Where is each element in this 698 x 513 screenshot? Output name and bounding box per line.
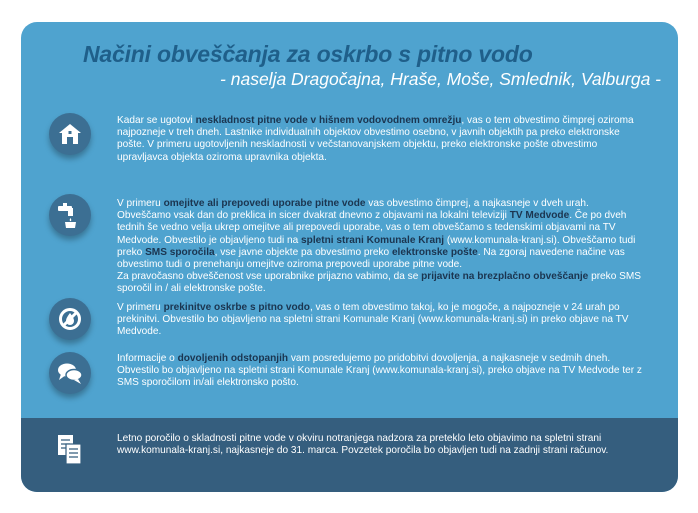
section-omejitev-uporabe (117, 198, 645, 296)
s3-text-2: , vas o tem obvestimo takoj, ko je mogoče, a najpozneje v 24 urah po prekinitvi. Obvestilo bo objavljeno na spletni strani Komunale Kranj (www.komunala-kranj.si) in preko objave na TV Medvode. (117, 302, 629, 338)
s4-text-2: vam posredujemo po pridobitvi dovoljenja, a najkasneje v sedmih dneh. Obvestilo bo objavljeno na spletni strani Komunale Kranj (www.komunala-kranj.si), preko objave na TV Medvode ter z SMS sporočilom in/ali elektronsko pošto. (117, 353, 642, 389)
speech-bubbles-icon (49, 352, 91, 394)
s2-bold-6: prijavite na brezplačno obveščanje (421, 271, 589, 283)
s4-text-1: Informacije o (117, 353, 178, 364)
footer-band (21, 418, 678, 492)
s2-bold-5: elektronske pošte (391, 246, 478, 258)
s2-bold-3: spletni strani Komunale Kranj (301, 234, 445, 246)
s2-text-2: vas obvestimo čimprej, a najkasneje v dveh urah. Obveščamo vsak dan do preklica in sicer dvakrat dnevno z objavami na lokalni televiziji (117, 198, 589, 222)
s2-text-8: preko SMS sporočil in / ali elektronske pošte. (117, 271, 642, 295)
faucet-icon (49, 194, 91, 236)
info-card (21, 22, 678, 492)
s2-text-3: . Če po dveh tednih še vedno velja ukrep omejitve ali prepovedi uporabe, vas o tem obveščamo s tedenskimi objavami na TV Medvode. Obvestilo je objavljeno tudi na (117, 210, 627, 246)
s2-bold-2: TV Medvode (509, 210, 570, 222)
s2-text-5: , vse javne objekte pa obvestimo preko (214, 246, 392, 258)
s3-bold-1: prekinitve oskrbe s pitno vodo (163, 302, 310, 313)
section-hisno-omrezje (117, 115, 645, 164)
s1-bold-1: neskladnost pitne vode v hišnem vodovodnem omrežju (195, 115, 462, 126)
s3-text-1: V primeru (117, 302, 164, 313)
s1-text-1: Kadar se ugotovi (117, 115, 196, 126)
page-title: Načini obveščanja za oskrbo s pitno vodo (83, 41, 533, 67)
s2-text-4: (www.komunala-kranj.si). Obveščamo tudi preko (117, 234, 636, 258)
s2-bold-1: omejitve ali prepovedi uporabe pitne vode (163, 198, 366, 209)
water-drop-crossed-icon (49, 298, 91, 340)
s2-text-1: V primeru (117, 198, 164, 209)
s1-text-2: , vas o tem obvestimo čimprej oziroma najpozneje v treh dneh. Lastnike individualnih objektov obvestimo osebno, v javnih objektih pa preko elektronske pošte. V primeru ugotovljenih neskladnosti v večstanovanjskem objektu, preko elektronske pošte obvestimo upravljavca objekta oziroma upravnika objekta. (117, 115, 634, 163)
section-prekinitev-oskrbe (117, 302, 645, 339)
house-icon (49, 113, 91, 155)
footer-text: Letno poročilo o skladnosti pitne vode v okviru notranjega nadzora za preteklo leto objavimo na spletni strani www.komunala-kranj.si, najkasneje do 31. marca. Povzetek poročila bo objavljen tudi na zadnji strani računov. (117, 433, 609, 457)
s2-text-6: . Na zgoraj navedene načine vas obvestimo tudi o prenehanju omejitve oziroma prepovedi uporabe pitne vode. (117, 246, 625, 271)
documents-icon (56, 433, 84, 472)
page-subtitle: - naselja Dragočajna, Hraše, Moše, Smlednik, Valburga - (220, 69, 661, 89)
s2-text-7: Za pravočasno obveščenost vse uporabnike prijazno vabimo, da se (117, 271, 422, 283)
s2-bold-4: SMS sporočila (145, 246, 215, 258)
section-dovoljena-odstopanja (117, 353, 645, 390)
s4-bold-1: dovoljenih odstopanjih (177, 353, 289, 364)
